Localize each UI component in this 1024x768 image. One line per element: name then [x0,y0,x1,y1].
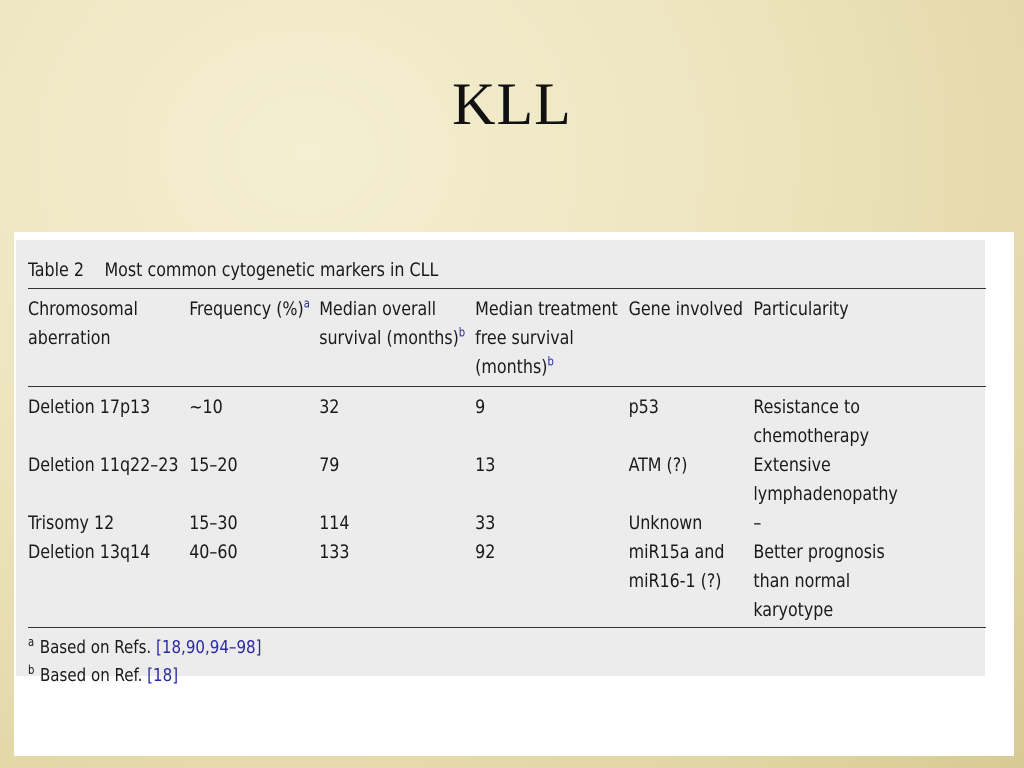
cytogenetic-table [28,258,918,690]
header-cell: Median overall survival (months)$^b$ [319,298,466,349]
table-row [28,509,918,538]
reference-link[interactable]: [18] [147,665,179,686]
table-cell: – [753,512,762,534]
header-cell: Gene involved [628,298,743,320]
table-caption [28,258,918,288]
header-cell: Median treatment free survival (months)$^b$ [475,298,618,378]
table-header-row [28,289,918,386]
table-cell: Unknown [628,512,703,534]
table-cell: Better prognosis than normal karyotype [753,541,885,621]
table-cell: miR15a and miR16-1 (?) [628,541,725,592]
table-cell: 32 [319,396,340,418]
table-cell: Deletion 11q22–23 [28,454,179,476]
header-cell: Frequency (%)$^a$ [189,296,310,320]
footnote-mark[interactable]: b [547,354,554,369]
table-cell: 13 [475,454,496,476]
table-cell: Deletion 17p13 [28,396,151,418]
footnote: $^a$ Based on Refs. [18,90,94–98] [28,635,262,658]
table-cell: 15–30 [189,512,238,534]
footnote-mark: a [28,635,35,649]
table-caption-text: Most common cytogenetic markers in CLL [104,259,439,281]
table-row [28,393,918,451]
table-row [28,538,918,625]
table-cell: 15–20 [189,454,238,476]
header-cell: Particularity [753,298,849,320]
footnote-mark[interactable]: b [458,325,466,340]
table-figure [16,240,985,686]
table-row [28,451,918,509]
table-cell: 40–60 [189,541,238,563]
table-cell: 133 [319,541,350,563]
table-cell: 33 [475,512,496,534]
footnote-mark: b [28,663,35,677]
slide-title: KLL [452,71,572,137]
table-cell: Deletion 13q14 [28,541,151,563]
table-cell: 92 [475,541,496,563]
table-number: Table 2 [28,259,84,281]
table-cell: 9 [475,396,486,418]
table-cell: 79 [319,454,340,476]
table-cell: p53 [628,396,659,418]
table-cell: Resistance to chemotherapy [753,396,870,447]
footnote-mark[interactable]: a [303,296,310,311]
table-cell: Trisomy 12 [28,512,115,534]
table-footnotes [28,628,918,690]
footnote: $^b$ Based on Ref. [18] [28,663,179,686]
table-cell: Extensive lymphadenopathy [753,454,898,505]
table-body [28,387,918,627]
table-cell: ATM (?) [628,454,688,476]
table-cell: ~10 [189,396,223,418]
table-cell: 114 [319,512,350,534]
reference-link[interactable]: [18,90,94–98] [156,637,262,658]
header-cell: Chromosomal aberration [28,298,138,349]
